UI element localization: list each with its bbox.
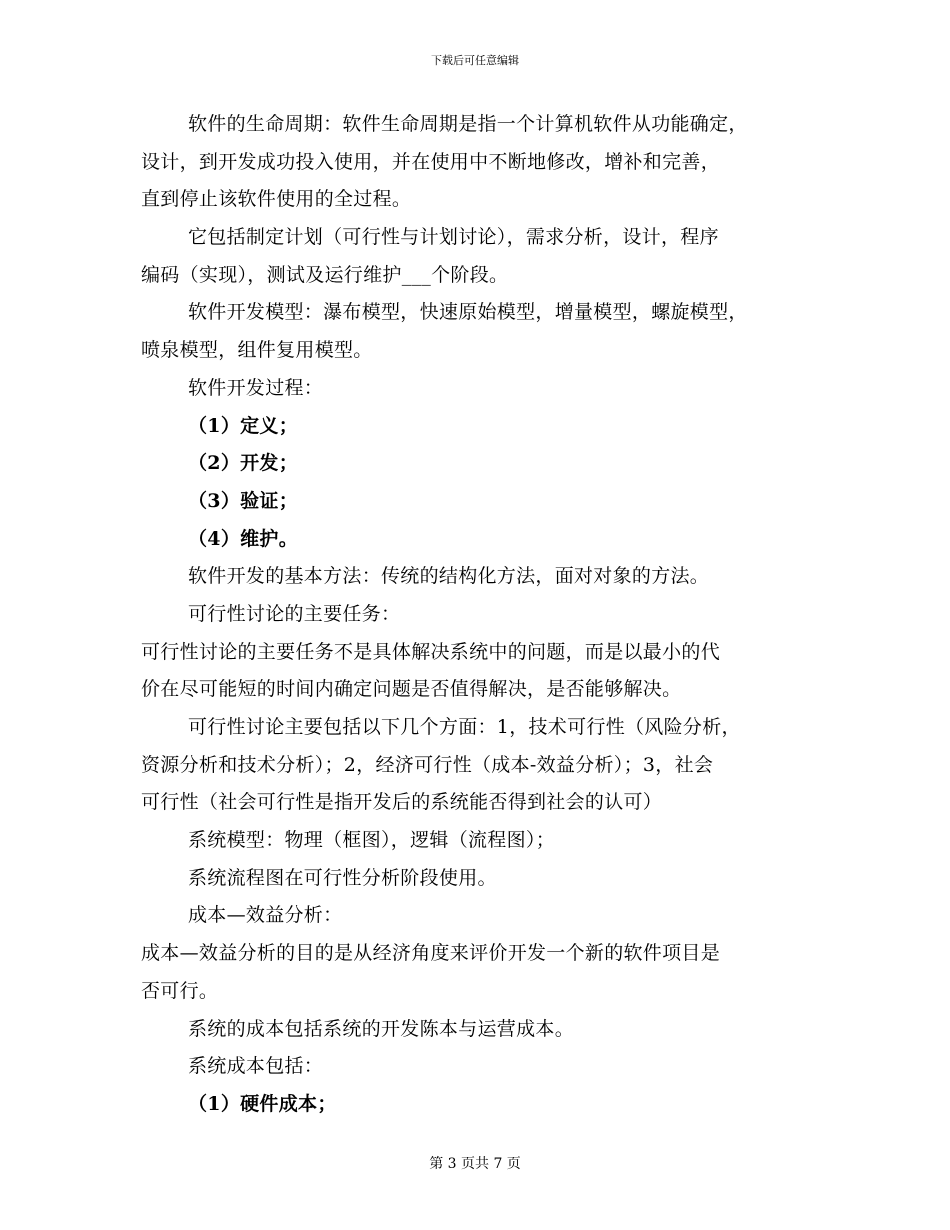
text-line: 可行性讨论主要包括以下几个方面：1，技术可行性（风险分析，	[188, 716, 741, 738]
text-line: 软件开发的基本方法：传统的结构化方法，面对对象的方法。	[188, 565, 710, 588]
text-line: 它包括制定计划（可行性与计划讨论），需求分析，设计，程序	[188, 226, 719, 249]
text-line: 否可行。	[141, 979, 219, 1002]
text-line: 系统成本包括：	[188, 1055, 324, 1078]
list-item: （4）维护。	[188, 527, 299, 550]
text-line: 软件开发过程：	[188, 376, 324, 399]
text-line: 设计，到开发成功投入使用，并在使用中不断地修改，增补和完善，	[141, 150, 721, 173]
text-line: 喷泉模型，组件复用模型。	[141, 339, 373, 362]
document-body	[141, 106, 813, 1124]
text-line: 价在尽可能短的时间内确定问题是否值得解决，是否能够解决。	[141, 678, 682, 701]
page-header: 下载后可任意编辑	[431, 54, 519, 67]
text-line: 软件开发模型：瀑布模型，快速原始模型，增量模型，螺旋模型，	[188, 301, 748, 324]
list-item: （2）开发；	[188, 452, 299, 475]
text-line: 系统的成本包括系统的开发陈本与运营成本。	[188, 1017, 575, 1040]
text-line: 软件的生命周期：软件生命周期是指一个计算机软件从功能确定，	[188, 113, 748, 135]
text-line: 系统模型：物理（框图），逻辑（流程图）；	[188, 829, 556, 852]
text-line: 直到停止该软件使用的全过程。	[141, 188, 412, 211]
text-line: 资源分析和技术分析）；2，经济可行性（成本-效益分析）；3，社会	[141, 753, 714, 776]
list-item: （3）验证；	[188, 489, 299, 512]
list-item: （1）硬件成本；	[188, 1092, 337, 1115]
text-line: 成本—效益分析：	[188, 904, 343, 927]
page-footer: 第 3 页共 7 页	[429, 1156, 521, 1172]
text-line: 系统流程图在可行性分析阶段使用。	[188, 866, 497, 889]
text-line: 可行性讨论的主要任务：	[188, 602, 401, 625]
text-line: 成本—效益分析的目的是从经济角度来评价开发一个新的软件项目是	[141, 942, 721, 965]
text-line: 可行性（社会可行性是指开发后的系统能否得到社会的认可）	[141, 791, 663, 814]
list-item: （1）定义；	[188, 414, 299, 437]
text-line: 编码（实现），测试及运行维护___个阶段。	[141, 263, 509, 286]
text-line: 可行性讨论的主要任务不是具体解决系统中的问题，而是以最小的代	[141, 640, 721, 663]
